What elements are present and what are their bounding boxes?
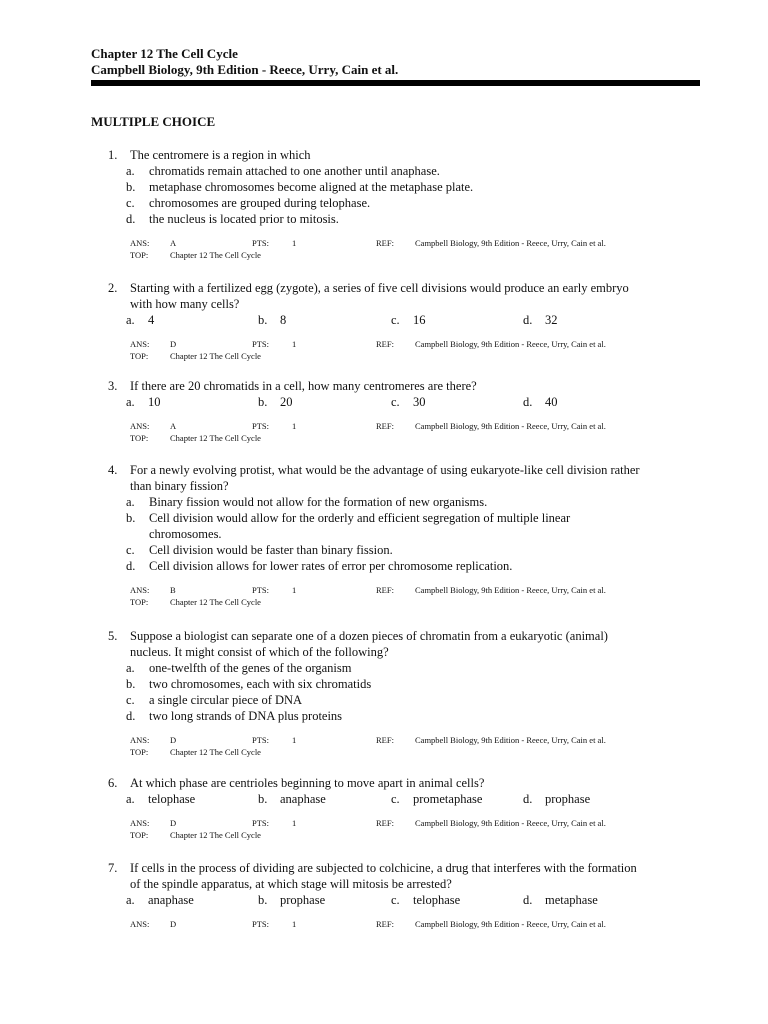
topic-meta-row [108,432,708,444]
option-letter: d. [126,212,136,226]
answer-meta-row [108,338,708,350]
answer-option [108,558,708,574]
question-stem-line [108,147,708,163]
option-text: a single circular piece of DNA [149,693,303,707]
answer-option [126,394,161,410]
option-text: 40 [545,395,558,409]
option-letter: c. [126,543,135,557]
question-stem-text: Suppose a biologist can separate one of a dozen pieces of chromatin from a eukaryotic (animal) [130,629,608,643]
question-stem-line [108,296,708,312]
option-text: two chromosomes, each with six chromatids [149,677,372,691]
option-letter: d. [523,395,533,409]
ans-value: D [170,339,177,349]
answer-option [258,312,286,328]
answer-option [391,312,426,328]
answer-option [108,195,708,211]
spacer [108,410,708,420]
ref-label: REF: [376,421,394,431]
answer-option [258,892,325,908]
option-text: Cell division allows for lower rates of error per chromosome replication. [149,559,513,573]
top-value: Chapter 12 The Cell Cycle [170,747,261,757]
inline-option-row [108,791,708,807]
question-7 [108,860,708,930]
answer-option [108,163,708,179]
ref-label: REF: [376,818,394,828]
answer-option [258,394,293,410]
answer-option [523,312,558,328]
question-number: 7. [108,861,118,875]
option-text: telophase [413,893,461,907]
option-text: 32 [545,313,558,327]
section-title: MULTIPLE CHOICE [91,114,216,129]
top-label: TOP: [130,830,149,840]
answer-meta-row [108,734,708,746]
option-letter: c. [391,792,400,806]
option-letter: c. [391,395,400,409]
option-letter: b. [258,395,268,409]
option-text: prophase [545,792,591,806]
question-1 [108,147,708,261]
ans-label: ANS: [130,919,150,929]
question-number: 4. [108,463,118,477]
ref-value: Campbell Biology, 9th Edition - Reece, Urry, Cain et al. [415,238,606,248]
question-stem-text: The centromere is a region in which [130,148,311,162]
ans-value: D [170,735,177,745]
option-text: 30 [413,395,426,409]
question-6 [108,775,708,841]
answer-meta-row [108,237,708,249]
question-stem-line [108,644,708,660]
option-text: anaphase [148,893,194,907]
ref-value: Campbell Biology, 9th Edition - Reece, Urry, Cain et al. [415,339,606,349]
spacer [108,908,708,918]
question-3 [108,378,708,444]
option-letter: a. [126,395,135,409]
topic-meta-row [108,249,708,261]
question-number: 5. [108,629,118,643]
pts-value: 1 [292,919,297,929]
ans-label: ANS: [130,818,150,828]
answer-option [108,179,708,195]
top-label: TOP: [130,433,149,443]
top-label: TOP: [130,351,149,361]
question-5 [108,628,708,758]
question-stem-text: If there are 20 chromatids in a cell, how many centromeres are there? [130,379,477,393]
option-letter: b. [258,792,268,806]
ans-value: A [170,238,177,248]
top-label: TOP: [130,597,149,607]
option-text: one-twelfth of the genes of the organism [149,661,352,675]
question-number: 3. [108,379,118,393]
option-text: chromosomes are grouped during telophase. [149,196,371,210]
answer-meta-row [108,817,708,829]
option-text: prometaphase [413,792,483,806]
question-stem-text: than binary fission? [130,479,229,493]
answer-option [391,394,426,410]
question-stem-text: with how many cells? [130,297,240,311]
spacer [108,807,708,817]
option-letter: d. [126,559,136,573]
option-letter: d. [523,792,533,806]
ref-label: REF: [376,735,394,745]
pts-value: 1 [292,339,297,349]
question-stem-text: At which phase are centrioles beginning to move apart in animal cells? [130,776,485,790]
option-letter: c. [391,893,400,907]
answer-meta-row [108,584,708,596]
inline-option-row [108,312,708,328]
spacer [108,724,708,734]
ref-label: REF: [376,585,394,595]
option-text: Cell division would be faster than binary fission. [149,543,393,557]
ref-value: Campbell Biology, 9th Edition - Reece, Urry, Cain et al. [415,421,606,431]
ref-label: REF: [376,339,394,349]
question-stem-text: If cells in the process of dividing are subjected to colchicine, a drug that interferes with the formation [130,861,637,875]
topic-meta-row [108,746,708,758]
top-label: TOP: [130,747,149,757]
pts-label: PTS: [252,919,270,929]
ref-value: Campbell Biology, 9th Edition - Reece, Urry, Cain et al. [415,735,606,745]
answer-option [108,542,708,558]
question-stem-line [108,876,708,892]
pts-label: PTS: [252,818,270,828]
ans-label: ANS: [130,238,150,248]
option-letter: a. [126,495,135,509]
question-stem-text: of the spindle apparatus, at which stage will mitosis be arrested? [130,877,452,891]
question-2 [108,280,708,362]
option-letter: c. [126,693,135,707]
question-stem-line [108,775,708,791]
option-letter: b. [258,893,268,907]
pts-value: 1 [292,818,297,828]
option-text: 8 [280,313,287,327]
answer-option [108,510,708,526]
pts-value: 1 [292,735,297,745]
option-text-continued: chromosomes. [149,527,222,541]
option-letter: b. [258,313,268,327]
option-text: telophase [148,792,196,806]
topic-meta-row [108,829,708,841]
topic-meta-row [108,596,708,608]
answer-option [108,494,708,510]
option-letter: d. [523,313,533,327]
ans-value: A [170,421,177,431]
answer-option [258,791,326,807]
answer-option [126,312,154,328]
question-stem-line [108,478,708,494]
ref-value: Campbell Biology, 9th Edition - Reece, Urry, Cain et al. [415,919,606,929]
top-value: Chapter 12 The Cell Cycle [170,830,261,840]
topic-meta-row [108,350,708,362]
inline-option-row [108,892,708,908]
ans-label: ANS: [130,421,150,431]
question-4 [108,462,708,608]
answer-option [126,791,195,807]
spacer [108,227,708,237]
header-rule [91,80,700,86]
inline-option-row [108,394,708,410]
answer-option [523,892,598,908]
ref-value: Campbell Biology, 9th Edition - Reece, Urry, Cain et al. [415,818,606,828]
option-text: anaphase [280,792,326,806]
question-stem-line [108,628,708,644]
ref-label: REF: [376,238,394,248]
option-text: Binary fission would not allow for the formation of new organisms. [149,495,488,509]
option-letter: d. [523,893,533,907]
top-value: Chapter 12 The Cell Cycle [170,351,261,361]
option-text: chromatids remain attached to one another until anaphase. [149,164,440,178]
question-stem-text: Starting with a fertilized egg (zygote), a series of five cell divisions would produce an early embryo [130,281,629,295]
question-stem-line [108,860,708,876]
option-letter: c. [391,313,400,327]
option-text: Cell division would allow for the orderly and efficient segregation of multiple linear [149,511,571,525]
answer-option [108,708,708,724]
pts-label: PTS: [252,421,270,431]
answer-option [126,892,194,908]
answer-meta-row [108,420,708,432]
book-citation: Campbell Biology, 9th Edition - Reece, Urry, Cain et al. [91,62,399,77]
answer-option [391,791,482,807]
option-letter: a. [126,313,135,327]
option-letter: c. [126,196,135,210]
pts-label: PTS: [252,585,270,595]
answer-option [108,211,708,227]
option-letter: b. [126,180,136,194]
pts-value: 1 [292,238,297,248]
option-text: 16 [413,313,426,327]
question-number: 6. [108,776,118,790]
spacer [108,574,708,584]
ans-value: D [170,919,177,929]
question-number: 1. [108,148,118,162]
question-stem-line [108,280,708,296]
option-letter: a. [126,661,135,675]
top-value: Chapter 12 The Cell Cycle [170,250,261,260]
top-label: TOP: [130,250,149,260]
answer-meta-row [108,918,708,930]
question-stem-line [108,378,708,394]
answer-option [108,692,708,708]
top-value: Chapter 12 The Cell Cycle [170,597,261,607]
option-letter: a. [126,164,135,178]
answer-option [108,660,708,676]
question-stem-line [108,462,708,478]
ans-value: B [170,585,176,595]
pts-label: PTS: [252,735,270,745]
option-text: the nucleus is located prior to mitosis. [149,212,339,226]
option-text: two long strands of DNA plus proteins [149,709,343,723]
answer-option [523,394,558,410]
option-letter: b. [126,511,136,525]
option-continuation [108,526,708,542]
chapter-title: Chapter 12 The Cell Cycle [91,46,238,61]
answer-option [523,791,590,807]
option-text: 20 [280,395,293,409]
option-text: metaphase chromosomes become aligned at the metaphase plate. [149,180,474,194]
ref-value: Campbell Biology, 9th Edition - Reece, Urry, Cain et al. [415,585,606,595]
pts-value: 1 [292,585,297,595]
option-letter: d. [126,709,136,723]
pts-label: PTS: [252,339,270,349]
ans-label: ANS: [130,585,150,595]
ans-label: ANS: [130,735,150,745]
answer-option [391,892,460,908]
option-letter: a. [126,893,135,907]
answer-option [108,676,708,692]
option-text: prophase [280,893,326,907]
option-text: metaphase [545,893,598,907]
option-letter: a. [126,792,135,806]
option-letter: b. [126,677,136,691]
pts-label: PTS: [252,238,270,248]
question-number: 2. [108,281,118,295]
option-text: 10 [148,395,161,409]
question-stem-text: For a newly evolving protist, what would be the advantage of using eukaryote-like cell division rather [130,463,640,477]
spacer [108,328,708,338]
ans-label: ANS: [130,339,150,349]
ref-label: REF: [376,919,394,929]
ans-value: D [170,818,177,828]
top-value: Chapter 12 The Cell Cycle [170,433,261,443]
question-stem-text: nucleus. It might consist of which of the following? [130,645,389,659]
option-text: 4 [148,313,155,327]
pts-value: 1 [292,421,297,431]
